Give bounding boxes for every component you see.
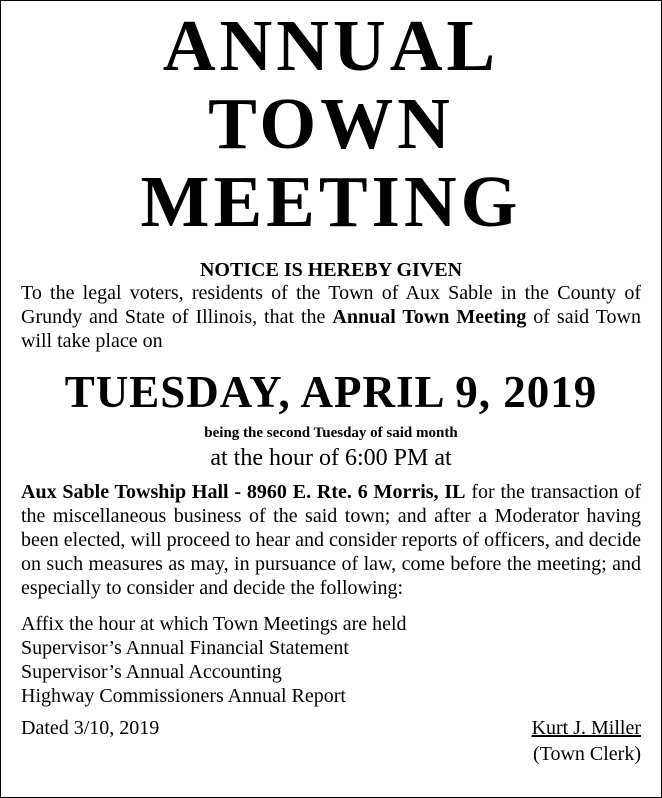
agenda-item: Affix the hour at which Town Meetings are held bbox=[21, 613, 407, 635]
agenda-item: Highway Commissioners Annual Report bbox=[21, 685, 346, 707]
notice-intro-bold: Annual Town Meeting bbox=[332, 306, 527, 328]
notice-intro-text-2: of said Town will take place on bbox=[21, 306, 641, 352]
dated-line: Dated 3/10, 2019 bbox=[21, 717, 160, 739]
heading-town-meeting: TOWN MEETING bbox=[140, 83, 522, 242]
signature-name: Kurt J. Miller bbox=[531, 717, 641, 739]
meeting-body bbox=[21, 480, 641, 600]
signature-block bbox=[532, 715, 641, 767]
meeting-hour: at the hour of 6:00 PM at bbox=[210, 445, 452, 471]
heading-annual: ANNUAL bbox=[162, 5, 500, 86]
agenda-item: Supervisor’s Annual Financial Statement bbox=[21, 637, 349, 659]
notice-intro bbox=[21, 281, 641, 353]
meeting-date: TUESDAY, APRIL 9, 2019 bbox=[64, 367, 598, 417]
notice-intro-text-1: To the legal voters, residents of the Town of Aux Sable in the County of Grundy and State of Illinois, that the bbox=[21, 282, 641, 328]
meeting-body-text: for the transaction of the miscellaneous business of the said town; and after a Moderator having been elected, will proceed to hear and consider reports of officers, and decide on such measures as may, in pursuance of law, come before the meeting; and especially to consider and decide the following: bbox=[21, 481, 641, 599]
signature-title: (Town Clerk) bbox=[532, 743, 641, 765]
agenda-item: Supervisor’s Annual Accounting bbox=[21, 661, 282, 683]
meeting-date-subtitle: being the second Tuesday of said month bbox=[204, 425, 458, 441]
notice-title: NOTICE IS HEREBY GIVEN bbox=[199, 259, 463, 281]
meeting-location: Aux Sable Towship Hall - 8960 E. Rte. 6 Morris, IL bbox=[21, 481, 466, 503]
agenda-list bbox=[21, 612, 641, 708]
